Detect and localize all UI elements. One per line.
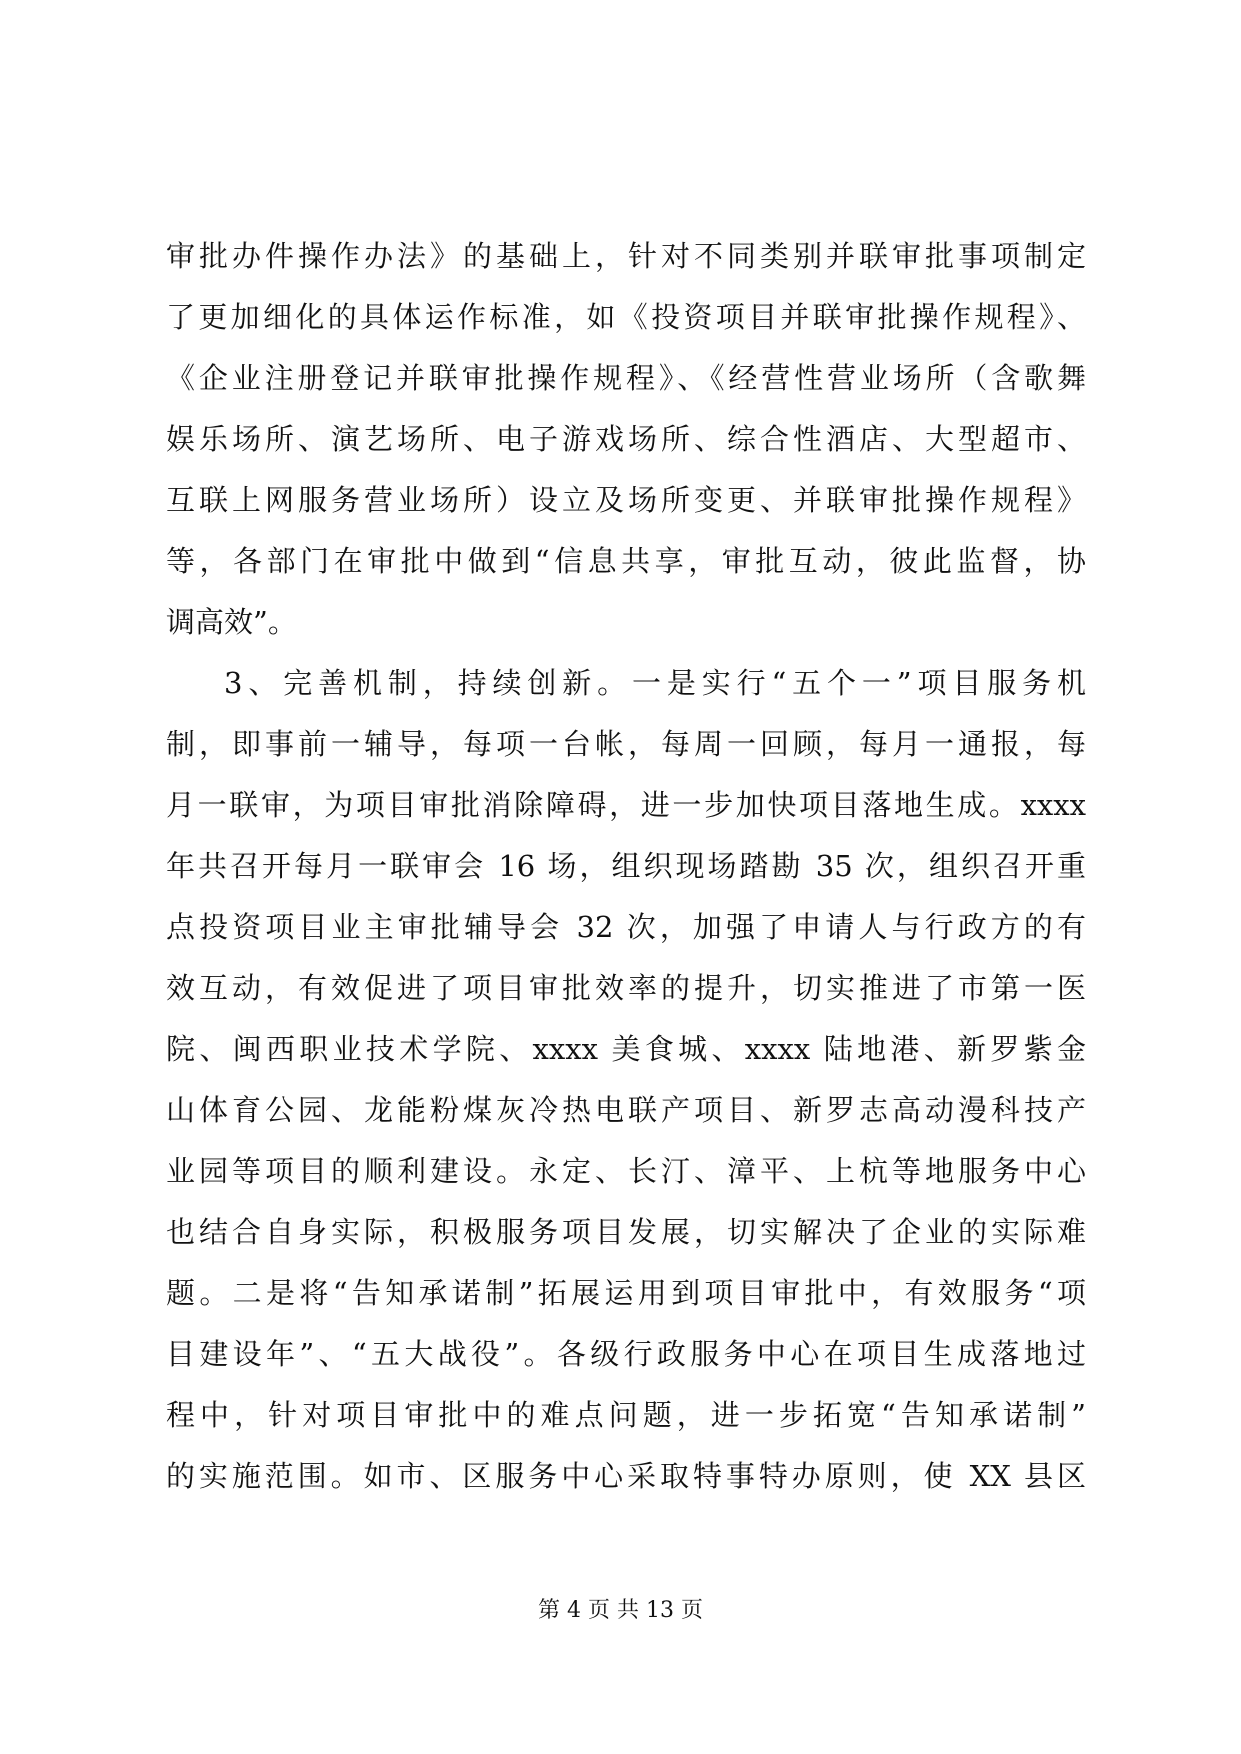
text-line: 目建设年”、“五大战役”。各级行政服务中心在项目生成落地过 [166,1337,1086,1371]
text-line: 题。二是将“告知承诺制”拓展运用到项目审批中，有效服务“项 [166,1276,1086,1310]
text-line: 点投资项目业主审批辅导会 32 次，加强了申请人与行政方的有 [166,910,1086,944]
text-line: 《企业注册登记并联审批操作规程》、《经营性营业场所（含歌舞 [166,361,1086,395]
text-line: 的实施范围。如市、区服务中心采取特事特办原则，使 XX 县区 [166,1459,1086,1493]
text-line: 程中，针对项目审批中的难点问题，进一步拓宽“告知承诺制” [166,1398,1086,1432]
text-line: 年共召开每月一联审会 16 场，组织现场踏勘 35 次，组织召开重 [166,849,1086,883]
text-line: 等，各部门在审批中做到“信息共享，审批互动，彼此监督，协 [166,544,1086,578]
text-line: 3、完善机制，持续创新。一是实行“五个一”项目服务机 [224,666,1086,700]
text-line: 月一联审，为项目审批消除障碍，进一步加快项目落地生成。xxxx [166,788,1086,822]
text-line: 娱乐场所、演艺场所、电子游戏场所、综合性酒店、大型超市、 [166,422,1086,456]
text-line: 山体育公园、龙能粉煤灰冷热电联产项目、新罗志高动漫科技产 [166,1093,1086,1127]
text-line: 了更加细化的具体运作标准，如《投资项目并联审批操作规程》、 [166,300,1086,334]
text-line: 制，即事前一辅导，每项一台帐，每周一回顾，每月一通报，每 [166,727,1086,761]
text-line: 院、闽西职业技术学院、xxxx 美食城、xxxx 陆地港、新罗紫金 [166,1032,1086,1066]
text-line: 也结合自身实际，积极服务项目发展，切实解决了企业的实际难 [166,1215,1086,1249]
text-line: 互联上网服务营业场所）设立及场所变更、并联审批操作规程》 [166,483,1086,517]
page-number-label: 第 4 页 共 13 页 [538,1598,703,1623]
text-line: 审批办件操作办法》的基础上，针对不同类别并联审批事项制定 [166,239,1086,273]
text-line: 业园等项目的顺利建设。永定、长汀、漳平、上杭等地服务中心 [166,1154,1086,1188]
body-text [166,226,1086,1507]
page-footer [0,1596,1241,1626]
text-line: 效互动，有效促进了项目审批效率的提升，切实推进了市第一医 [166,971,1086,1005]
text-line: 调高效”。 [166,605,297,639]
